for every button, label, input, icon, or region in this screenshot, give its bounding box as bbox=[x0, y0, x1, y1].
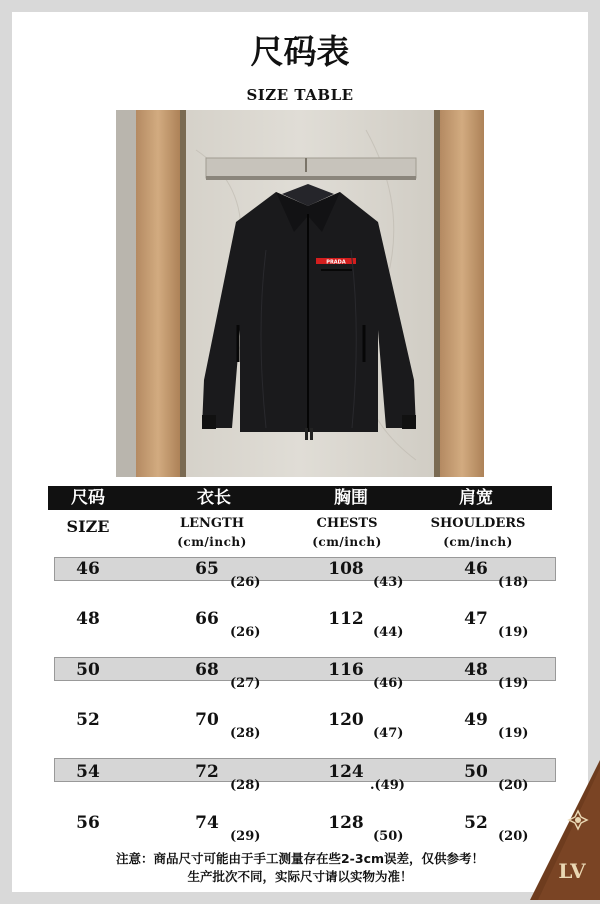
page-subtitle: SIZE TABLE bbox=[246, 86, 354, 104]
product-photo bbox=[116, 110, 484, 477]
shoulder-inch: (20) bbox=[498, 829, 529, 844]
header-shoulder-cn: 肩宽 bbox=[459, 488, 493, 508]
right-wood-panel bbox=[440, 110, 484, 477]
size-value: 50 bbox=[76, 660, 100, 680]
measurement-note: 注意：商品尺寸可能由于手工测量存在些2-3cm误差，仅供参考！ bbox=[115, 851, 485, 866]
header-shoulder-unit: (cm/inch) bbox=[443, 535, 513, 549]
shoulder-value: 50 bbox=[464, 762, 488, 782]
header-length-en: LENGTH bbox=[180, 516, 244, 531]
batch-note: 生产批次不同，实际尺寸请以实物为准！ bbox=[187, 869, 413, 884]
chest-value: 120 bbox=[328, 710, 364, 730]
chest-value: 124 bbox=[328, 762, 364, 782]
table-row bbox=[0, 609, 600, 649]
shoulder-value: 48 bbox=[464, 660, 488, 680]
brand-label-text: PRADA bbox=[326, 259, 346, 266]
length-inch: (26) bbox=[230, 575, 261, 590]
table-row bbox=[0, 559, 600, 599]
table-row bbox=[0, 660, 600, 700]
length-value: 72 bbox=[195, 762, 219, 782]
chest-inch: (44) bbox=[373, 625, 404, 640]
chest-inch: (43) bbox=[373, 575, 404, 590]
length-inch: (27) bbox=[230, 676, 261, 691]
size-value: 52 bbox=[76, 710, 100, 730]
shoulder-value: 47 bbox=[464, 609, 488, 629]
header-chest-en: CHESTS bbox=[316, 516, 378, 531]
chest-inch: (47) bbox=[373, 726, 404, 741]
header-length-unit: (cm/inch) bbox=[177, 535, 247, 549]
header-chest-unit: (cm/inch) bbox=[312, 535, 382, 549]
header-length-cn: 衣长 bbox=[197, 488, 231, 508]
shoulder-inch: (19) bbox=[498, 676, 529, 691]
chest-inch: (50) bbox=[373, 829, 404, 844]
shoulder-value: 46 bbox=[464, 559, 488, 579]
chest-value: 112 bbox=[328, 609, 364, 629]
length-value: 66 bbox=[195, 609, 219, 629]
left-wood-panel bbox=[136, 110, 180, 477]
brand-watermark bbox=[520, 760, 600, 900]
table-row bbox=[0, 710, 600, 750]
page-title: 尺码表 bbox=[250, 32, 350, 71]
size-value: 56 bbox=[76, 813, 100, 833]
table-row bbox=[0, 762, 600, 802]
monogram-letters: LV bbox=[558, 859, 586, 883]
chest-inch: (46) bbox=[373, 676, 404, 691]
length-value: 74 bbox=[195, 813, 219, 833]
chest-value: 116 bbox=[328, 660, 364, 680]
size-value: 54 bbox=[76, 762, 100, 782]
length-inch: (26) bbox=[230, 625, 261, 640]
length-value: 65 bbox=[195, 559, 219, 579]
length-inch: (28) bbox=[230, 778, 261, 793]
shoulder-inch: (19) bbox=[498, 625, 529, 640]
size-value: 48 bbox=[76, 609, 100, 629]
length-value: 68 bbox=[195, 660, 219, 680]
shoulder-value: 52 bbox=[464, 813, 488, 833]
length-inch: (28) bbox=[230, 726, 261, 741]
shoulder-inch: (18) bbox=[498, 575, 529, 590]
header-size-en: SIZE bbox=[66, 517, 110, 536]
chest-inch: .(49) bbox=[370, 778, 405, 793]
header-shoulder-en: SHOULDERS bbox=[430, 516, 526, 531]
table-row bbox=[0, 813, 600, 853]
header-size-cn: 尺码 bbox=[71, 488, 105, 508]
chest-value: 108 bbox=[328, 559, 364, 579]
monogram-logo-icon bbox=[520, 760, 600, 900]
shoulder-value: 49 bbox=[464, 710, 488, 730]
size-value: 46 bbox=[76, 559, 100, 579]
table-header-bar bbox=[48, 486, 552, 510]
length-inch: (29) bbox=[230, 829, 261, 844]
length-value: 70 bbox=[195, 710, 219, 730]
chest-value: 128 bbox=[328, 813, 364, 833]
header-chest-cn: 胸围 bbox=[334, 488, 368, 508]
shoulder-inch: (20) bbox=[498, 778, 529, 793]
shoulder-inch: (19) bbox=[498, 726, 529, 741]
jacket-image bbox=[116, 110, 484, 477]
left-wall-strip bbox=[116, 110, 136, 477]
